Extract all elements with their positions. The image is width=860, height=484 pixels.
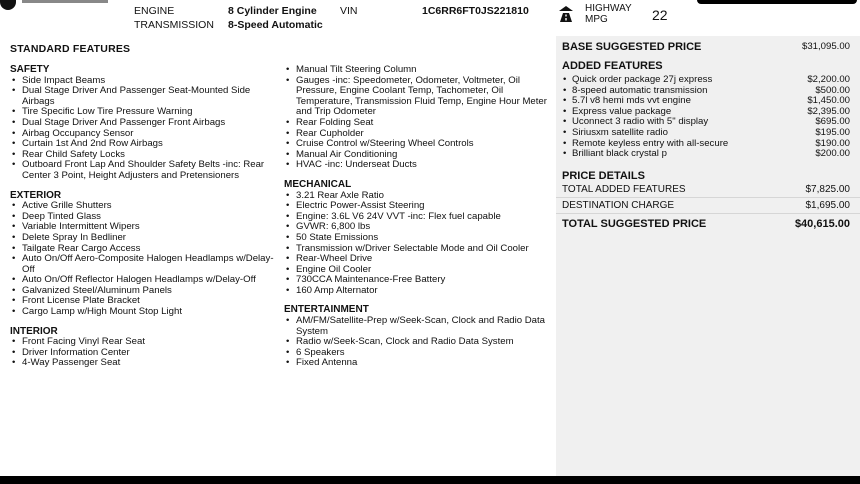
added-feature-price: $2,395.00 bbox=[807, 105, 850, 117]
header-black-tab bbox=[697, 0, 857, 4]
feature-item: • Side Impact Beams bbox=[10, 76, 280, 87]
brand-logo-icon bbox=[0, 0, 16, 10]
feature-item: • Galvanized Steel/Aluminum Panels bbox=[10, 286, 280, 297]
sticker-header bbox=[0, 0, 860, 36]
feature-list bbox=[284, 65, 554, 171]
price-divider bbox=[556, 197, 860, 198]
feature-item: • Airbag Occupancy Sensor bbox=[10, 129, 280, 140]
feature-item: • Gauges -inc: Speedometer, Odometer, Voltmeter, Oil Pressure, Engine Coolant Temp, Tachometer, Oil Temperature, Transmission Fluid Temp, Engine Hour Meter and Trip Odometer bbox=[284, 76, 554, 118]
feature-list bbox=[10, 337, 280, 369]
feature-item: • Transmission w/Driver Selectable Mode and Oil Cooler bbox=[284, 244, 554, 255]
feature-item: • Engine: 3.6L V6 24V VVT -inc: Flex fuel capable bbox=[284, 212, 554, 223]
feature-item: • Engine Oil Cooler bbox=[284, 265, 554, 276]
transmission-value: 8-Speed Automatic bbox=[228, 19, 323, 31]
brand-logo-text bbox=[22, 0, 108, 3]
feature-item: • Rear Child Safety Locks bbox=[10, 150, 280, 161]
added-feature-name: • Remote keyless entry with all-secure bbox=[562, 139, 728, 150]
feature-item: • 6 Speakers bbox=[284, 348, 554, 359]
added-feature-row bbox=[562, 128, 850, 139]
added-feature-price: $200.00 bbox=[815, 148, 850, 160]
added-feature-price: $695.00 bbox=[815, 116, 850, 128]
total-suggested-price-label: TOTAL SUGGESTED PRICE bbox=[562, 218, 707, 230]
destination-charge-row bbox=[562, 200, 850, 211]
total-added-features-row bbox=[562, 184, 850, 195]
feature-section-title: ENTERTAINMENT bbox=[284, 304, 369, 316]
added-feature-row bbox=[562, 149, 850, 160]
feature-item: • Driver Information Center bbox=[10, 348, 280, 359]
feature-item: • Front License Plate Bracket bbox=[10, 296, 280, 307]
feature-item: • Manual Air Conditioning bbox=[284, 150, 554, 161]
added-feature-name: • Uconnect 3 radio with 5" display bbox=[562, 117, 708, 128]
transmission-label: TRANSMISSION bbox=[134, 19, 214, 31]
highway-icon bbox=[558, 6, 574, 22]
feature-item: • Tire Specific Low Tire Pressure Warning bbox=[10, 107, 280, 118]
feature-list bbox=[284, 191, 554, 297]
added-feature-price: $2,200.00 bbox=[807, 74, 850, 85]
feature-item: • Active Grille Shutters bbox=[10, 201, 280, 212]
bottom-black-bar bbox=[0, 476, 860, 484]
feature-item: • 4-Way Passenger Seat bbox=[10, 358, 280, 369]
added-feature-name: • Quick order package 27j express bbox=[562, 75, 712, 86]
feature-item: • Curtain 1st And 2nd Row Airbags bbox=[10, 139, 280, 150]
added-feature-price: $1,450.00 bbox=[807, 95, 850, 107]
base-price-label: BASE SUGGESTED PRICE bbox=[562, 41, 702, 53]
added-feature-price: $195.00 bbox=[815, 126, 850, 138]
feature-section-title: MECHANICAL bbox=[284, 178, 352, 190]
feature-item: • Rear Folding Seat bbox=[284, 118, 554, 129]
price-divider bbox=[556, 213, 860, 214]
feature-item: • AM/FM/Satellite-Prep w/Seek-Scan, Clock and Radio Data System bbox=[284, 316, 554, 337]
feature-item: • Front Facing Vinyl Rear Seat bbox=[10, 337, 280, 348]
added-feature-price: $190.00 bbox=[815, 137, 850, 149]
base-price-row bbox=[562, 41, 850, 53]
feature-item: • Cruise Control w/Steering Wheel Controls bbox=[284, 139, 554, 150]
added-feature-name: • Brilliant black crystal p bbox=[562, 149, 667, 160]
feature-item: • Rear Cupholder bbox=[284, 129, 554, 140]
feature-item: • Rear-Wheel Drive bbox=[284, 254, 554, 265]
added-feature-name: • Siriusxm satellite radio bbox=[562, 128, 668, 139]
destination-charge-label: DESTINATION CHARGE bbox=[562, 200, 675, 211]
added-feature-row bbox=[562, 75, 850, 86]
feature-item: • HVAC -inc: Underseat Ducts bbox=[284, 160, 554, 171]
feature-item: • Electric Power-Assist Steering bbox=[284, 201, 554, 212]
feature-item: • Auto On/Off Reflector Halogen Headlamps w/Delay-Off bbox=[10, 275, 280, 286]
feature-item: • Cargo Lamp w/High Mount Stop Light bbox=[10, 307, 280, 318]
standard-features-title: STANDARD FEATURES bbox=[10, 43, 131, 55]
feature-item: • 730CCA Maintenance-Free Battery bbox=[284, 275, 554, 286]
feature-list bbox=[10, 201, 280, 318]
feature-item: • Variable Intermittent Wipers bbox=[10, 222, 280, 233]
engine-label: ENGINE bbox=[134, 5, 175, 17]
feature-item: • 160 Amp Alternator bbox=[284, 286, 554, 297]
feature-item: • 50 State Emissions bbox=[284, 233, 554, 244]
price-details-title: PRICE DETAILS bbox=[562, 170, 645, 182]
feature-item: • Deep Tinted Glass bbox=[10, 212, 280, 223]
feature-list bbox=[10, 76, 280, 182]
feature-item: • Auto On/Off Aero-Composite Halogen Headlamps w/Delay-Off bbox=[10, 254, 280, 275]
added-feature-name: • 5.7l v8 hemi mds vvt engine bbox=[562, 96, 691, 107]
vin-value: 1C6RR6FT0JS221810 bbox=[422, 5, 529, 17]
feature-item: • Radio w/Seek-Scan, Clock and Radio Data System bbox=[284, 337, 554, 348]
total-suggested-price-value: $40,615.00 bbox=[794, 218, 850, 230]
highway-mpg-label: HIGHWAY MPG bbox=[585, 3, 632, 25]
feature-section-title: INTERIOR bbox=[10, 325, 58, 337]
added-feature-name: • 8-speed automatic transmission bbox=[562, 86, 707, 97]
feature-section-title: SAFETY bbox=[10, 64, 50, 75]
added-feature-price: $500.00 bbox=[815, 84, 850, 96]
feature-item: • Tailgate Rear Cargo Access bbox=[10, 244, 280, 255]
highway-mpg-value: 22 bbox=[652, 7, 668, 23]
feature-item: • Manual Tilt Steering Column bbox=[284, 65, 554, 76]
feature-item: • Delete Spray In Bedliner bbox=[10, 233, 280, 244]
total-added-features-label: TOTAL ADDED FEATURES bbox=[562, 184, 686, 195]
vin-label: VIN bbox=[340, 5, 358, 17]
added-features-title: ADDED FEATURES bbox=[562, 60, 663, 72]
standard-features-left-column bbox=[10, 65, 280, 369]
base-price-value: $31,095.00 bbox=[801, 41, 850, 52]
added-feature-name: • Express value package bbox=[562, 107, 671, 118]
total-added-features-value: $7,825.00 bbox=[805, 184, 850, 195]
added-features-list bbox=[562, 75, 850, 160]
price-panel bbox=[556, 36, 860, 476]
feature-item: • Dual Stage Driver And Passenger Seat-Mounted Side Airbags bbox=[10, 86, 280, 107]
feature-section-title: EXTERIOR bbox=[10, 189, 62, 201]
engine-value: 8 Cylinder Engine bbox=[228, 5, 317, 17]
standard-features-mid-column bbox=[284, 65, 554, 369]
feature-item: • Dual Stage Driver And Passenger Front Airbags bbox=[10, 118, 280, 129]
total-suggested-price-row bbox=[562, 218, 850, 230]
feature-item: • GVWR: 6,800 lbs bbox=[284, 222, 554, 233]
feature-list bbox=[284, 316, 554, 369]
destination-charge-value: $1,695.00 bbox=[805, 200, 850, 211]
feature-item: • Outboard Front Lap And Shoulder Safety Belts -inc: Rear Center 3 Point, Height Adjusters and Pretensioners bbox=[10, 160, 280, 181]
feature-item: • Fixed Antenna bbox=[284, 358, 554, 369]
feature-item: • 3.21 Rear Axle Ratio bbox=[284, 191, 554, 202]
